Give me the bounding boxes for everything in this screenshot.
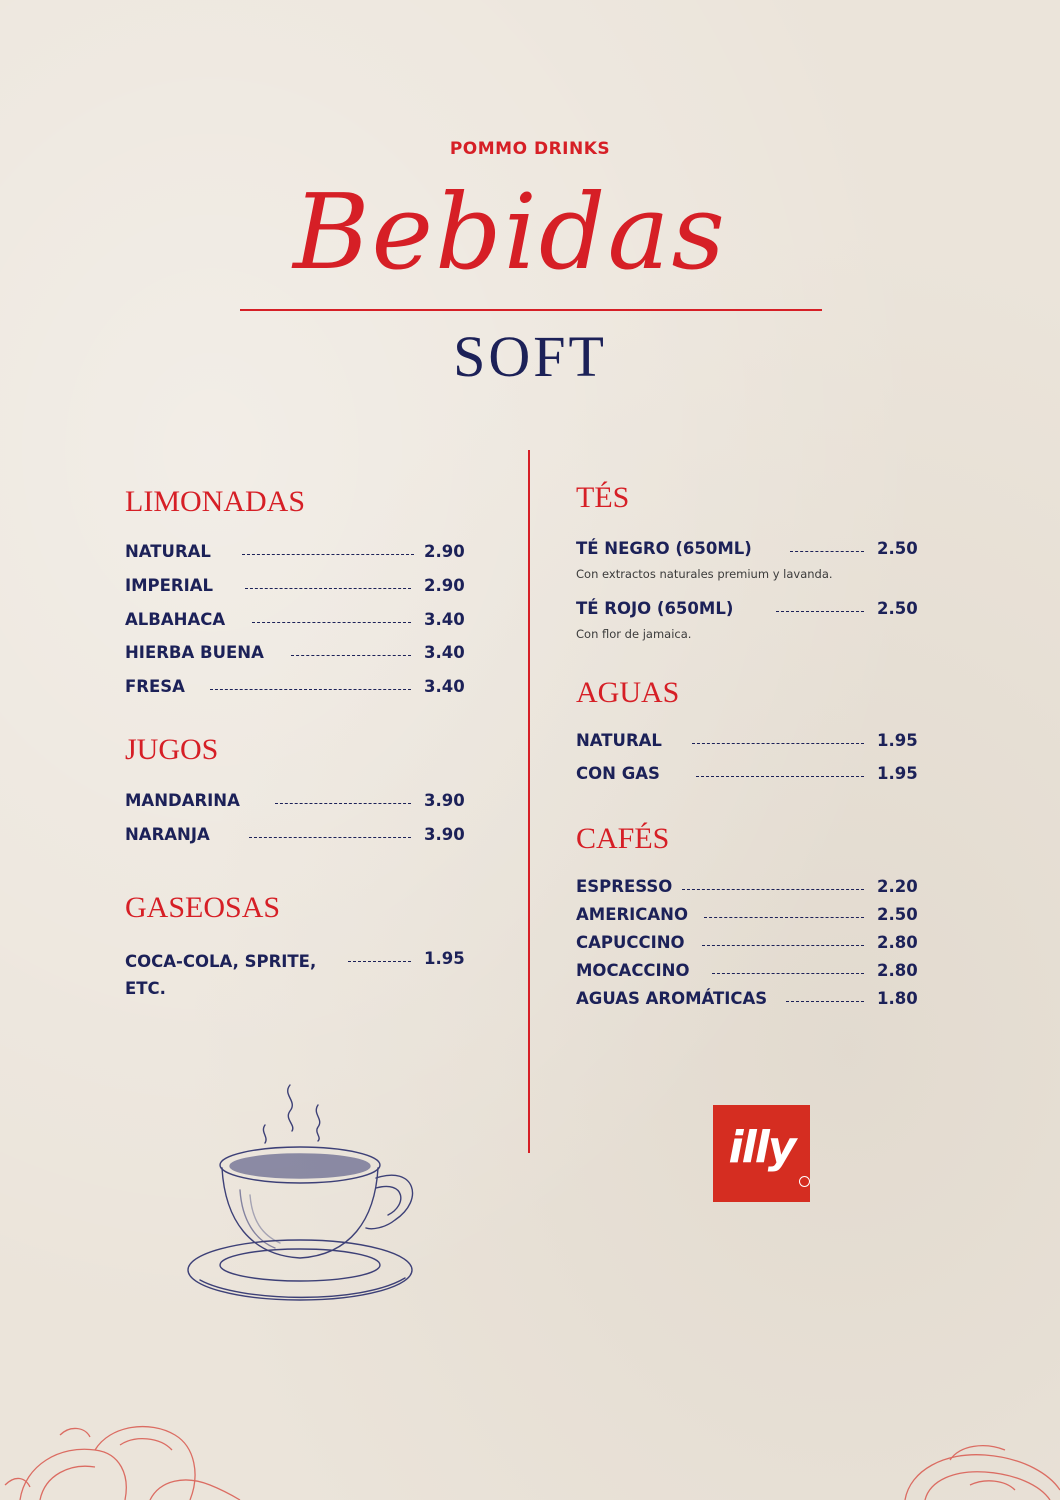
item-name: NARANJA	[125, 825, 210, 844]
item-price: 1.95	[877, 764, 918, 783]
leader-dashes	[696, 776, 864, 777]
leader-dashes	[702, 945, 864, 946]
item-price: 2.90	[424, 576, 465, 595]
menu-item	[576, 539, 921, 581]
leader-dashes	[242, 554, 414, 555]
item-name: AGUAS AROMÁTICAS	[576, 989, 768, 1008]
menu-item	[125, 643, 470, 667]
item-name: ESPRESSO	[576, 877, 673, 896]
item-price: 1.95	[877, 731, 918, 750]
menu-item	[125, 825, 470, 849]
item-price: 3.90	[424, 825, 465, 844]
leader-dashes	[348, 961, 411, 962]
menu-item	[576, 989, 921, 1013]
section-title-limonadas: LIMONADAS	[125, 485, 305, 518]
item-description: Con extractos naturales premium y lavanda.	[576, 567, 833, 581]
item-price: 2.80	[877, 933, 918, 952]
title-underline	[240, 309, 822, 311]
menu-item	[125, 542, 470, 566]
leader-dashes	[776, 611, 864, 612]
item-price: 2.20	[877, 877, 918, 896]
menu-item	[125, 576, 470, 600]
menu-item	[576, 877, 921, 901]
item-price: 3.40	[424, 643, 465, 662]
leader-dashes	[790, 551, 864, 552]
section-title-aguas: AGUAS	[576, 676, 680, 709]
leader-dashes	[245, 588, 411, 589]
item-price: 3.90	[424, 791, 465, 810]
leader-dashes	[786, 1001, 864, 1002]
leader-dashes	[692, 743, 864, 744]
leader-dashes	[712, 973, 864, 974]
item-name: TÉ ROJO (650ML)	[576, 599, 734, 618]
item-price: 2.80	[877, 961, 918, 980]
section-title-gaseosas: GASEOSAS	[125, 891, 281, 924]
item-price: 3.40	[424, 677, 465, 696]
menu-subtitle: SOFT	[453, 324, 607, 389]
menu-item	[576, 764, 921, 788]
item-name: MANDARINA	[125, 791, 240, 810]
column-divider	[528, 450, 530, 1153]
menu-item	[576, 731, 921, 755]
item-name: IMPERIAL	[125, 576, 214, 595]
item-name: TÉ NEGRO (650ML)	[576, 539, 752, 558]
leader-dashes	[252, 622, 411, 623]
item-name: CAPUCCINO	[576, 933, 685, 952]
menu-item	[125, 949, 470, 973]
section-title-jugos: JUGOS	[125, 733, 219, 766]
item-name: MOCACCINO	[576, 961, 690, 980]
menu-item	[576, 933, 921, 957]
menu-item	[576, 961, 921, 985]
menu-item	[125, 610, 470, 634]
section-title-cafes: CAFÉS	[576, 822, 670, 855]
coffee-cup-sketch-icon	[180, 1080, 440, 1310]
menu-item	[576, 599, 921, 641]
leader-dashes	[291, 655, 411, 656]
item-name: NATURAL	[125, 542, 211, 561]
section-title-tes: TÉS	[576, 481, 630, 514]
item-name: AMERICANO	[576, 905, 689, 924]
registered-mark-icon	[799, 1176, 810, 1187]
item-name: CON GAS	[576, 764, 660, 783]
menu-item	[125, 677, 470, 701]
leader-dashes	[682, 889, 864, 890]
item-price: 1.95	[424, 949, 465, 968]
item-name: COCA-COLA, SPRITE, ETC.	[125, 952, 317, 998]
menu-item	[125, 791, 470, 815]
item-price: 2.50	[877, 905, 918, 924]
item-price: 3.40	[424, 610, 465, 629]
item-name: FRESA	[125, 677, 185, 696]
item-description: Con flor de jamaica.	[576, 627, 692, 641]
menu-item	[576, 905, 921, 929]
leader-dashes	[249, 837, 411, 838]
item-price: 2.50	[877, 539, 918, 558]
floral-sketch-icon	[890, 1430, 1060, 1500]
item-price: 2.50	[877, 599, 918, 618]
leader-dashes	[704, 917, 864, 918]
item-price: 1.80	[877, 989, 918, 1008]
script-title: Bebidas	[293, 171, 727, 293]
item-name: HIERBA BUENA	[125, 643, 264, 662]
item-price: 2.90	[424, 542, 465, 561]
brand-name: POMMO DRINKS	[449, 139, 611, 159]
floral-sketch-icon	[0, 1405, 250, 1500]
logo-text: illy	[728, 1122, 795, 1173]
leader-dashes	[275, 803, 411, 804]
item-name: ALBAHACA	[125, 610, 226, 629]
illy-logo	[713, 1105, 810, 1202]
leader-dashes	[210, 689, 411, 690]
item-name: NATURAL	[576, 731, 662, 750]
